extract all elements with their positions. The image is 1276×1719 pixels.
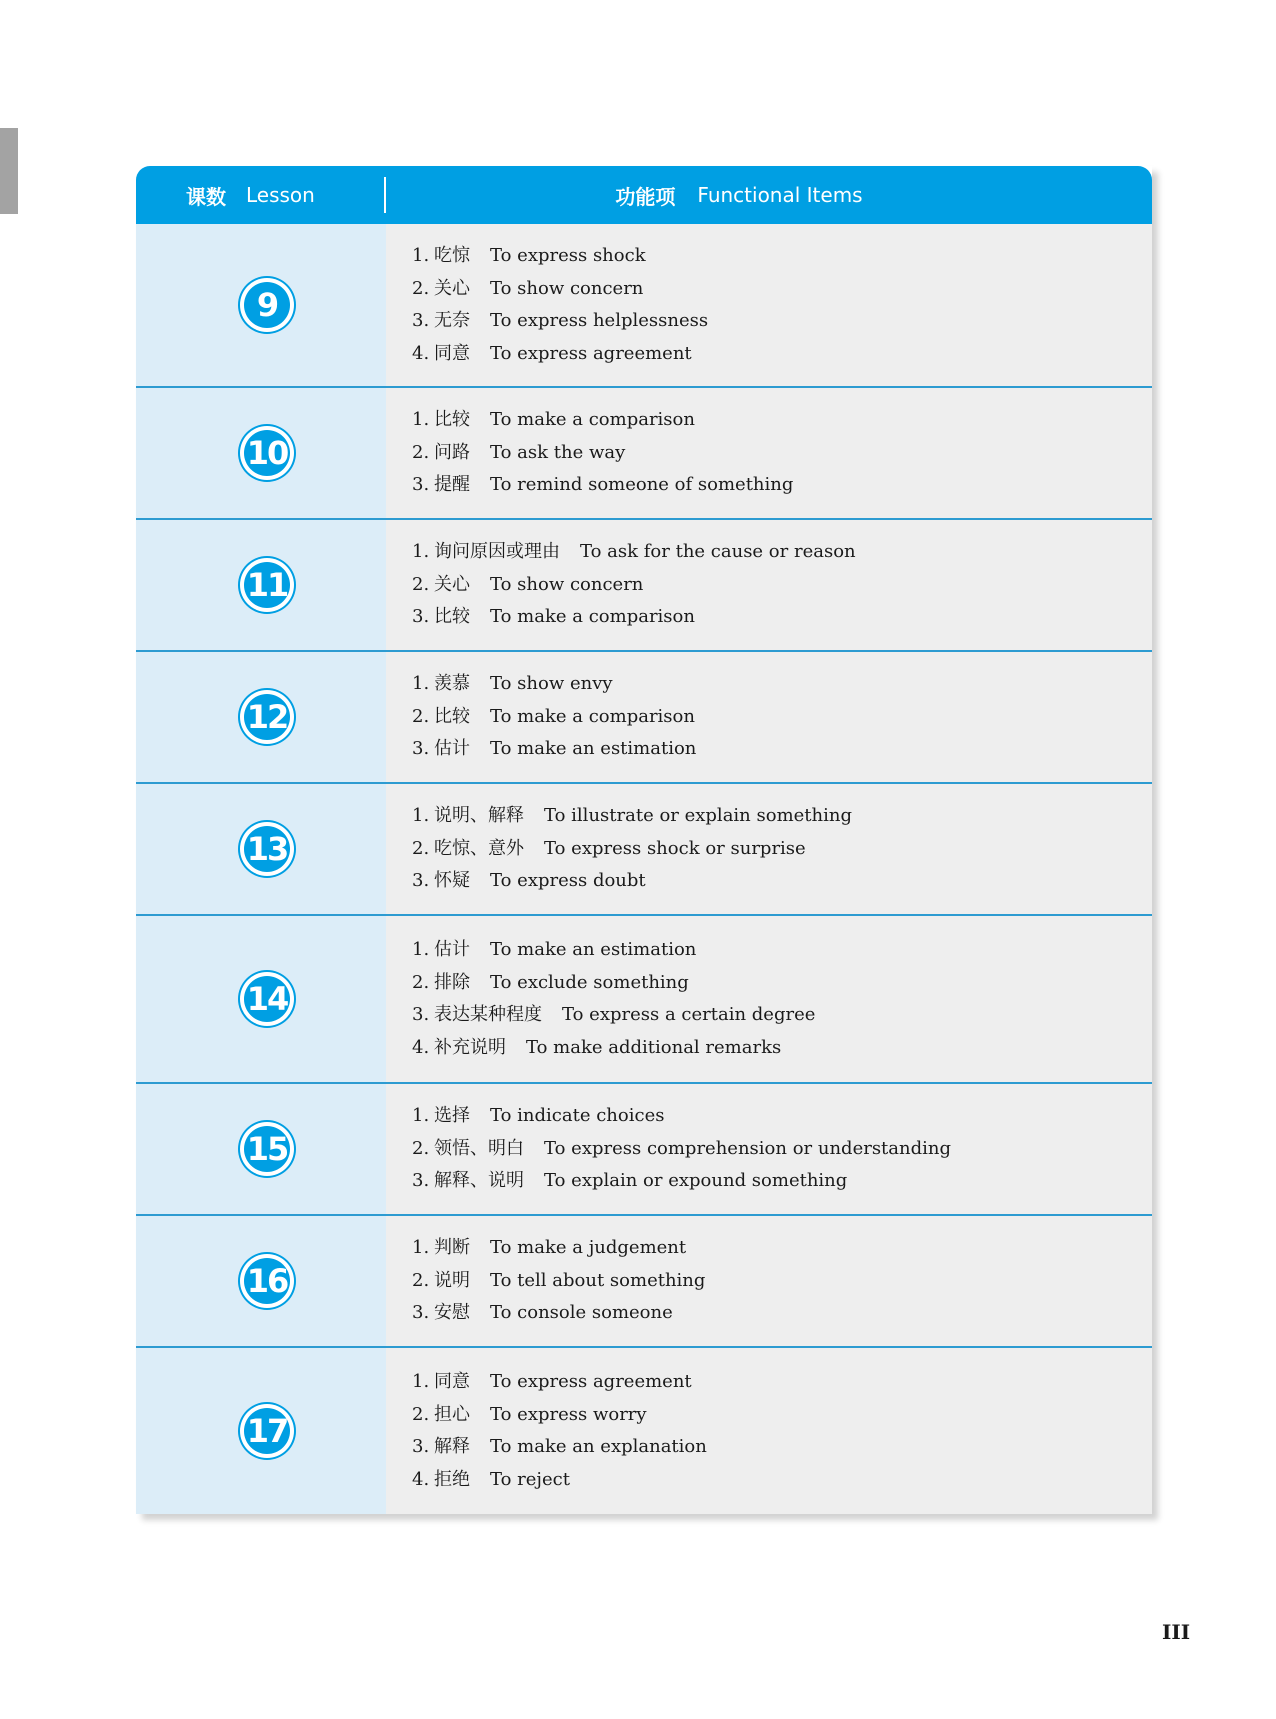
item-number: 3. <box>412 1436 430 1457</box>
functional-item <box>412 1232 1152 1265</box>
item-chinese: 询问原因或理由 <box>434 541 560 563</box>
lesson-cell <box>136 1084 386 1214</box>
item-english: To illustrate or explain something <box>544 805 852 827</box>
header-items <box>386 181 1152 210</box>
items-cell <box>386 1216 1152 1346</box>
functional-item <box>412 999 1152 1032</box>
item-chinese: 解释 <box>434 1436 470 1457</box>
lesson-number-badge: 12 <box>240 690 294 744</box>
item-english: To make a comparison <box>490 409 695 431</box>
item-english: To indicate choices <box>490 1105 665 1127</box>
functional-item <box>412 1100 1152 1133</box>
item-number: 1. <box>412 409 430 431</box>
items-cell <box>386 784 1152 914</box>
functional-item <box>412 305 1152 338</box>
lesson-number-badge: 14 <box>240 972 294 1026</box>
item-english: To make a comparison <box>490 606 695 628</box>
functional-item <box>412 437 1152 470</box>
functional-item <box>412 1297 1152 1330</box>
functional-item <box>412 601 1152 634</box>
functional-item <box>412 273 1152 306</box>
page-number: III <box>1162 1620 1191 1644</box>
table-row <box>136 518 1152 650</box>
item-chinese: 估计 <box>434 738 470 760</box>
lesson-cell <box>136 1348 386 1514</box>
item-chinese: 吃惊 <box>434 245 470 266</box>
functional-items-table <box>136 166 1152 1514</box>
item-chinese: 提醒 <box>434 474 470 496</box>
table-row <box>136 782 1152 914</box>
functional-item <box>412 1366 1152 1399</box>
lesson-number-badge: 11 <box>240 558 294 612</box>
items-cell <box>386 1348 1152 1514</box>
table-header <box>136 166 1152 224</box>
item-english: To express comprehension or understanding <box>544 1137 952 1159</box>
header-items-en: Functional Items <box>697 183 863 207</box>
header-items-zh: 功能项 <box>615 184 676 209</box>
item-chinese: 同意 <box>434 342 470 364</box>
item-number: 3. <box>412 310 430 331</box>
item-number: 4. <box>412 342 430 364</box>
items-cell <box>386 520 1152 650</box>
item-english: To remind someone of something <box>490 474 794 496</box>
item-chinese: 判断 <box>434 1237 470 1259</box>
item-number: 1. <box>412 1371 430 1392</box>
item-english: To express shock <box>490 245 646 266</box>
item-english: To console someone <box>490 1302 673 1324</box>
item-chinese: 关心 <box>434 573 470 595</box>
side-tab-marker <box>0 128 18 214</box>
item-chinese: 拒绝 <box>434 1468 470 1490</box>
item-english: To show concern <box>490 277 644 299</box>
item-number: 1. <box>412 939 430 960</box>
item-english: To reject <box>490 1468 570 1490</box>
table-row <box>136 386 1152 518</box>
item-number: 2. <box>412 573 430 595</box>
functional-item <box>412 733 1152 766</box>
functional-item <box>412 668 1152 701</box>
item-number: 2. <box>412 441 430 463</box>
item-english: To express agreement <box>490 342 692 364</box>
item-number: 1. <box>412 541 430 563</box>
item-number: 1. <box>412 245 430 266</box>
item-chinese: 比较 <box>434 606 470 628</box>
lesson-number-badge: 15 <box>240 1122 294 1176</box>
functional-item <box>412 1464 1152 1497</box>
lesson-number-badge: 17 <box>240 1404 294 1458</box>
item-chinese: 比较 <box>434 705 470 727</box>
functional-item <box>412 800 1152 833</box>
item-number: 1. <box>412 1237 430 1259</box>
item-number: 2. <box>412 971 430 993</box>
item-chinese: 问路 <box>434 441 470 463</box>
item-english: To express a certain degree <box>562 1004 816 1025</box>
functional-item <box>412 469 1152 502</box>
items-cell <box>386 916 1152 1082</box>
items-cell <box>386 1084 1152 1214</box>
functional-item <box>412 536 1152 569</box>
header-lesson-en: Lesson <box>246 183 315 207</box>
table-row <box>136 1346 1152 1514</box>
header-lesson-zh: 课数 <box>186 184 226 209</box>
item-chinese: 估计 <box>434 939 470 960</box>
functional-item <box>412 404 1152 437</box>
item-chinese: 补充说明 <box>434 1036 506 1058</box>
item-english: To tell about something <box>490 1269 706 1291</box>
item-number: 3. <box>412 738 430 760</box>
functional-item <box>412 833 1152 866</box>
item-number: 1. <box>412 1105 430 1127</box>
functional-item <box>412 1265 1152 1298</box>
items-cell <box>386 224 1152 386</box>
item-chinese: 表达某种程度 <box>434 1004 542 1025</box>
item-chinese: 说明、解释 <box>434 805 524 827</box>
item-english: To express worry <box>490 1403 647 1425</box>
item-number: 3. <box>412 606 430 628</box>
item-chinese: 安慰 <box>434 1302 470 1324</box>
items-cell <box>386 652 1152 782</box>
lesson-cell <box>136 784 386 914</box>
item-english: To make an estimation <box>490 939 697 960</box>
table-row <box>136 914 1152 1082</box>
item-chinese: 比较 <box>434 409 470 431</box>
functional-item <box>412 934 1152 967</box>
lesson-cell <box>136 916 386 1082</box>
item-number: 2. <box>412 277 430 299</box>
lesson-cell <box>136 1216 386 1346</box>
functional-item <box>412 240 1152 273</box>
item-chinese: 吃惊、意外 <box>434 837 524 859</box>
item-number: 3. <box>412 1302 430 1324</box>
items-cell <box>386 388 1152 518</box>
item-english: To express shock or surprise <box>544 837 806 859</box>
item-english: To express helplessness <box>490 310 709 331</box>
item-chinese: 怀疑 <box>434 870 470 892</box>
item-chinese: 选择 <box>434 1105 470 1127</box>
item-english: To exclude something <box>490 971 689 993</box>
item-chinese: 领悟、明白 <box>434 1137 524 1159</box>
functional-item <box>412 338 1152 371</box>
lesson-cell <box>136 388 386 518</box>
item-english: To show concern <box>490 573 644 595</box>
item-english: To express doubt <box>490 870 646 892</box>
item-english: To make an explanation <box>490 1436 707 1457</box>
lesson-cell <box>136 652 386 782</box>
item-chinese: 关心 <box>434 277 470 299</box>
item-chinese: 羡慕 <box>434 673 470 695</box>
item-english: To make additional remarks <box>526 1036 782 1058</box>
lesson-number-badge: 10 <box>240 426 294 480</box>
functional-item <box>412 1165 1152 1198</box>
item-number: 3. <box>412 870 430 892</box>
functional-item <box>412 1431 1152 1464</box>
item-english: To ask for the cause or reason <box>580 541 856 563</box>
item-english: To express agreement <box>490 1371 692 1392</box>
functional-item <box>412 967 1152 1000</box>
item-number: 2. <box>412 1137 430 1159</box>
lesson-cell <box>136 224 386 386</box>
item-number: 1. <box>412 805 430 827</box>
item-english: To make a comparison <box>490 705 695 727</box>
item-number: 2. <box>412 1403 430 1425</box>
item-chinese: 担心 <box>434 1403 470 1425</box>
item-number: 2. <box>412 837 430 859</box>
table-row <box>136 650 1152 782</box>
functional-item <box>412 1399 1152 1432</box>
functional-item <box>412 865 1152 898</box>
item-number: 4. <box>412 1468 430 1490</box>
functional-item <box>412 701 1152 734</box>
item-number: 2. <box>412 705 430 727</box>
table-row <box>136 224 1152 386</box>
item-chinese: 无奈 <box>434 310 470 331</box>
item-english: To ask the way <box>490 441 626 463</box>
item-chinese: 解释、说明 <box>434 1170 524 1192</box>
lesson-number-badge: 13 <box>240 822 294 876</box>
table-body <box>136 224 1152 1514</box>
item-english: To show envy <box>490 673 613 695</box>
functional-item <box>412 1133 1152 1166</box>
item-number: 1. <box>412 673 430 695</box>
item-number: 3. <box>412 474 430 496</box>
functional-item <box>412 1032 1152 1065</box>
item-number: 4. <box>412 1036 430 1058</box>
item-english: To explain or expound something <box>544 1170 848 1192</box>
item-english: To make an estimation <box>490 738 697 760</box>
item-chinese: 同意 <box>434 1371 470 1392</box>
item-chinese: 排除 <box>434 971 470 993</box>
table-row <box>136 1082 1152 1214</box>
lesson-number-badge: 16 <box>240 1254 294 1308</box>
item-english: To make a judgement <box>490 1237 687 1259</box>
item-chinese: 说明 <box>434 1269 470 1291</box>
functional-item <box>412 569 1152 602</box>
item-number: 2. <box>412 1269 430 1291</box>
lesson-number-badge: 9 <box>240 278 294 332</box>
item-number: 3. <box>412 1170 430 1192</box>
item-number: 3. <box>412 1004 430 1025</box>
table-row <box>136 1214 1152 1346</box>
lesson-cell <box>136 520 386 650</box>
header-lesson <box>136 177 386 213</box>
